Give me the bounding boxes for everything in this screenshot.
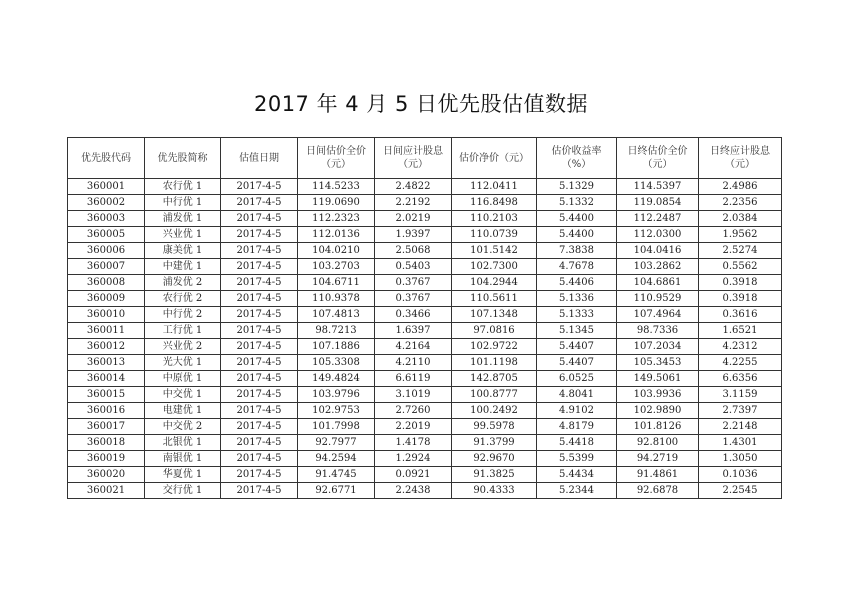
cell-valuation-date: 2017-4-5 xyxy=(221,307,298,323)
cell-intraday-accrued-dividend: 1.4178 xyxy=(375,435,452,451)
cell-net-price: 142.8705 xyxy=(452,371,537,387)
cell-code: 360015 xyxy=(68,387,145,403)
cell-yield: 5.5399 xyxy=(537,451,617,467)
cell-net-price: 100.8777 xyxy=(452,387,537,403)
table-body xyxy=(68,179,782,499)
cell-intraday-full-price: 114.5233 xyxy=(298,179,375,195)
cell-code: 360014 xyxy=(68,371,145,387)
cell-short-name: 中交优 2 xyxy=(145,419,221,435)
cell-intraday-full-price: 105.3308 xyxy=(298,355,375,371)
cell-intraday-accrued-dividend: 3.1019 xyxy=(375,387,452,403)
cell-intraday-accrued-dividend: 0.3767 xyxy=(375,291,452,307)
cell-valuation-date: 2017-4-5 xyxy=(221,243,298,259)
cell-code: 360006 xyxy=(68,243,145,259)
header-valuation-date xyxy=(221,138,298,179)
cell-intraday-full-price: 107.1886 xyxy=(298,339,375,355)
cell-valuation-date: 2017-4-5 xyxy=(221,323,298,339)
cell-intraday-full-price: 119.0690 xyxy=(298,195,375,211)
table-row xyxy=(68,179,782,195)
cell-eod-full-price: 92.6878 xyxy=(617,483,699,499)
cell-intraday-full-price: 112.0136 xyxy=(298,227,375,243)
cell-short-name: 工行优 1 xyxy=(145,323,221,339)
cell-intraday-full-price: 92.6771 xyxy=(298,483,375,499)
cell-intraday-accrued-dividend: 2.2019 xyxy=(375,419,452,435)
cell-yield: 5.1336 xyxy=(537,291,617,307)
cell-short-name: 农行优 2 xyxy=(145,291,221,307)
header-unit: （元） xyxy=(642,159,673,170)
cell-short-name: 中原优 1 xyxy=(145,371,221,387)
cell-intraday-accrued-dividend: 4.2164 xyxy=(375,339,452,355)
cell-net-price: 100.2492 xyxy=(452,403,537,419)
cell-intraday-accrued-dividend: 1.9397 xyxy=(375,227,452,243)
cell-yield: 7.3838 xyxy=(537,243,617,259)
header-label: 估价收益率 xyxy=(551,146,602,157)
cell-eod-full-price: 103.9936 xyxy=(617,387,699,403)
cell-eod-accrued-dividend: 1.6521 xyxy=(699,323,782,339)
cell-intraday-full-price: 107.4813 xyxy=(298,307,375,323)
cell-net-price: 112.0411 xyxy=(452,179,537,195)
cell-eod-accrued-dividend: 2.5274 xyxy=(699,243,782,259)
header-label: 优先股代码 xyxy=(81,152,131,164)
cell-net-price: 107.1348 xyxy=(452,307,537,323)
header-label: 估值日期 xyxy=(239,152,279,164)
table-row xyxy=(68,467,782,483)
table-row xyxy=(68,195,782,211)
cell-code: 360002 xyxy=(68,195,145,211)
cell-intraday-accrued-dividend: 4.2110 xyxy=(375,355,452,371)
cell-intraday-full-price: 110.9378 xyxy=(298,291,375,307)
cell-net-price: 90.4333 xyxy=(452,483,537,499)
table-row xyxy=(68,291,782,307)
cell-net-price: 110.2103 xyxy=(452,211,537,227)
cell-yield: 5.2344 xyxy=(537,483,617,499)
cell-yield: 6.0525 xyxy=(537,371,617,387)
cell-code: 360007 xyxy=(68,259,145,275)
cell-valuation-date: 2017-4-5 xyxy=(221,211,298,227)
cell-valuation-date: 2017-4-5 xyxy=(221,419,298,435)
header-eod-accrued-dividend xyxy=(699,138,782,179)
header-intraday-accrued-dividend xyxy=(375,138,452,179)
cell-valuation-date: 2017-4-5 xyxy=(221,387,298,403)
header-label: 日间应计股息 xyxy=(383,146,443,157)
table-row xyxy=(68,259,782,275)
cell-eod-full-price: 104.6861 xyxy=(617,275,699,291)
cell-yield: 4.8179 xyxy=(537,419,617,435)
cell-short-name: 华夏优 1 xyxy=(145,467,221,483)
cell-valuation-date: 2017-4-5 xyxy=(221,291,298,307)
cell-net-price: 99.5978 xyxy=(452,419,537,435)
cell-short-name: 浦发优 2 xyxy=(145,275,221,291)
cell-intraday-accrued-dividend: 2.5068 xyxy=(375,243,452,259)
cell-eod-full-price: 112.2487 xyxy=(617,211,699,227)
header-label: 优先股简称 xyxy=(157,152,208,164)
header-label: 日间估价全价 xyxy=(306,146,366,157)
cell-code: 360017 xyxy=(68,419,145,435)
cell-valuation-date: 2017-4-5 xyxy=(221,403,298,419)
cell-intraday-accrued-dividend: 0.3466 xyxy=(375,307,452,323)
cell-short-name: 交行优 1 xyxy=(145,483,221,499)
cell-yield: 5.1333 xyxy=(537,307,617,323)
header-row xyxy=(68,138,782,179)
cell-intraday-full-price: 104.0210 xyxy=(298,243,375,259)
table-row xyxy=(68,483,782,499)
cell-intraday-accrued-dividend: 2.4822 xyxy=(375,179,452,195)
cell-eod-full-price: 101.8126 xyxy=(617,419,699,435)
cell-code: 360019 xyxy=(68,451,145,467)
cell-yield: 5.4434 xyxy=(537,467,617,483)
cell-intraday-accrued-dividend: 2.7260 xyxy=(375,403,452,419)
cell-yield: 4.7678 xyxy=(537,259,617,275)
cell-eod-accrued-dividend: 0.5562 xyxy=(699,259,782,275)
cell-code: 360021 xyxy=(68,483,145,499)
cell-eod-accrued-dividend: 2.2545 xyxy=(699,483,782,499)
table-row xyxy=(68,451,782,467)
header-label: 日终应计股息 xyxy=(710,146,770,157)
cell-net-price: 104.2944 xyxy=(452,275,537,291)
cell-eod-full-price: 149.5061 xyxy=(617,371,699,387)
cell-net-price: 101.5142 xyxy=(452,243,537,259)
cell-code: 360011 xyxy=(68,323,145,339)
cell-net-price: 102.9722 xyxy=(452,339,537,355)
cell-intraday-full-price: 98.7213 xyxy=(298,323,375,339)
cell-code: 360005 xyxy=(68,227,145,243)
cell-net-price: 97.0816 xyxy=(452,323,537,339)
header-short-name xyxy=(145,138,221,179)
cell-valuation-date: 2017-4-5 xyxy=(221,371,298,387)
cell-eod-full-price: 119.0854 xyxy=(617,195,699,211)
cell-eod-accrued-dividend: 1.4301 xyxy=(699,435,782,451)
cell-yield: 4.9102 xyxy=(537,403,617,419)
cell-intraday-full-price: 103.9796 xyxy=(298,387,375,403)
cell-short-name: 北银优 1 xyxy=(145,435,221,451)
cell-valuation-date: 2017-4-5 xyxy=(221,275,298,291)
cell-eod-accrued-dividend: 2.0384 xyxy=(699,211,782,227)
cell-net-price: 110.5611 xyxy=(452,291,537,307)
cell-intraday-full-price: 112.2323 xyxy=(298,211,375,227)
cell-yield: 5.1329 xyxy=(537,179,617,195)
header-code xyxy=(68,138,145,179)
cell-code: 360016 xyxy=(68,403,145,419)
header-unit: （元） xyxy=(398,159,428,170)
cell-short-name: 中行优 1 xyxy=(145,195,221,211)
cell-valuation-date: 2017-4-5 xyxy=(221,451,298,467)
cell-eod-full-price: 105.3453 xyxy=(617,355,699,371)
cell-intraday-full-price: 91.4745 xyxy=(298,467,375,483)
cell-valuation-date: 2017-4-5 xyxy=(221,259,298,275)
cell-yield: 4.8041 xyxy=(537,387,617,403)
cell-eod-full-price: 103.2862 xyxy=(617,259,699,275)
cell-short-name: 中行优 2 xyxy=(145,307,221,323)
cell-yield: 5.4407 xyxy=(537,355,617,371)
table-row xyxy=(68,419,782,435)
cell-valuation-date: 2017-4-5 xyxy=(221,339,298,355)
cell-net-price: 110.0739 xyxy=(452,227,537,243)
cell-eod-full-price: 107.2034 xyxy=(617,339,699,355)
cell-code: 360012 xyxy=(68,339,145,355)
cell-code: 360020 xyxy=(68,467,145,483)
cell-intraday-accrued-dividend: 6.6119 xyxy=(375,371,452,387)
cell-yield: 5.4407 xyxy=(537,339,617,355)
header-yield xyxy=(537,138,617,179)
cell-intraday-full-price: 103.2703 xyxy=(298,259,375,275)
cell-eod-full-price: 104.0416 xyxy=(617,243,699,259)
table-row xyxy=(68,435,782,451)
cell-net-price: 102.7300 xyxy=(452,259,537,275)
cell-short-name: 南银优 1 xyxy=(145,451,221,467)
cell-eod-accrued-dividend: 2.7397 xyxy=(699,403,782,419)
cell-net-price: 91.3799 xyxy=(452,435,537,451)
cell-intraday-accrued-dividend: 0.0921 xyxy=(375,467,452,483)
header-net-price xyxy=(452,138,537,179)
cell-intraday-accrued-dividend: 1.2924 xyxy=(375,451,452,467)
table-row xyxy=(68,403,782,419)
table-row xyxy=(68,275,782,291)
cell-eod-accrued-dividend: 2.2356 xyxy=(699,195,782,211)
cell-intraday-accrued-dividend: 1.6397 xyxy=(375,323,452,339)
cell-code: 360001 xyxy=(68,179,145,195)
cell-eod-full-price: 112.0300 xyxy=(617,227,699,243)
cell-eod-accrued-dividend: 2.4986 xyxy=(699,179,782,195)
cell-eod-accrued-dividend: 0.3918 xyxy=(699,275,782,291)
cell-valuation-date: 2017-4-5 xyxy=(221,435,298,451)
cell-valuation-date: 2017-4-5 xyxy=(221,227,298,243)
cell-eod-accrued-dividend: 2.2148 xyxy=(699,419,782,435)
cell-short-name: 电建优 1 xyxy=(145,403,221,419)
table-row xyxy=(68,371,782,387)
cell-code: 360018 xyxy=(68,435,145,451)
cell-eod-full-price: 102.9890 xyxy=(617,403,699,419)
cell-short-name: 兴业优 2 xyxy=(145,339,221,355)
cell-net-price: 101.1198 xyxy=(452,355,537,371)
cell-eod-accrued-dividend: 0.1036 xyxy=(699,467,782,483)
cell-code: 360010 xyxy=(68,307,145,323)
table-row xyxy=(68,211,782,227)
cell-code: 360003 xyxy=(68,211,145,227)
header-intraday-full-price xyxy=(298,138,375,179)
cell-yield: 5.4418 xyxy=(537,435,617,451)
cell-eod-full-price: 92.8100 xyxy=(617,435,699,451)
cell-yield: 5.1332 xyxy=(537,195,617,211)
table-row xyxy=(68,307,782,323)
cell-short-name: 光大优 1 xyxy=(145,355,221,371)
cell-eod-full-price: 107.4964 xyxy=(617,307,699,323)
cell-yield: 5.4400 xyxy=(537,227,617,243)
table-row xyxy=(68,339,782,355)
cell-code: 360013 xyxy=(68,355,145,371)
cell-short-name: 中交优 1 xyxy=(145,387,221,403)
cell-intraday-accrued-dividend: 0.5403 xyxy=(375,259,452,275)
cell-eod-accrued-dividend: 0.3616 xyxy=(699,307,782,323)
cell-eod-full-price: 98.7336 xyxy=(617,323,699,339)
valuation-table xyxy=(67,137,782,499)
header-label: 估价净价（元） xyxy=(459,152,529,164)
header-unit: （元） xyxy=(321,159,351,170)
header-unit: （%） xyxy=(561,159,592,170)
table-row xyxy=(68,227,782,243)
table-row xyxy=(68,387,782,403)
cell-eod-full-price: 91.4861 xyxy=(617,467,699,483)
cell-net-price: 92.9670 xyxy=(452,451,537,467)
cell-eod-accrued-dividend: 1.9562 xyxy=(699,227,782,243)
cell-eod-accrued-dividend: 1.3050 xyxy=(699,451,782,467)
cell-short-name: 农行优 1 xyxy=(145,179,221,195)
cell-yield: 5.1345 xyxy=(537,323,617,339)
cell-intraday-full-price: 104.6711 xyxy=(298,275,375,291)
cell-eod-full-price: 94.2719 xyxy=(617,451,699,467)
header-label: 日终估价全价 xyxy=(627,146,688,157)
cell-intraday-full-price: 149.4824 xyxy=(298,371,375,387)
cell-eod-accrued-dividend: 6.6356 xyxy=(699,371,782,387)
cell-yield: 5.4406 xyxy=(537,275,617,291)
cell-eod-full-price: 110.9529 xyxy=(617,291,699,307)
cell-valuation-date: 2017-4-5 xyxy=(221,195,298,211)
cell-eod-accrued-dividend: 4.2255 xyxy=(699,355,782,371)
cell-code: 360009 xyxy=(68,291,145,307)
cell-short-name: 兴业优 1 xyxy=(145,227,221,243)
header-eod-full-price xyxy=(617,138,699,179)
cell-short-name: 康美优 1 xyxy=(145,243,221,259)
cell-intraday-accrued-dividend: 2.2438 xyxy=(375,483,452,499)
cell-eod-accrued-dividend: 0.3918 xyxy=(699,291,782,307)
cell-short-name: 中建优 1 xyxy=(145,259,221,275)
page-title: 2017 年 4 月 5 日优先股估值数据 xyxy=(253,92,589,116)
header-unit: （元） xyxy=(725,159,755,170)
table-row xyxy=(68,243,782,259)
cell-intraday-accrued-dividend: 0.3767 xyxy=(375,275,452,291)
cell-eod-accrued-dividend: 4.2312 xyxy=(699,339,782,355)
cell-intraday-accrued-dividend: 2.0219 xyxy=(375,211,452,227)
cell-valuation-date: 2017-4-5 xyxy=(221,467,298,483)
cell-intraday-full-price: 101.7998 xyxy=(298,419,375,435)
cell-code: 360008 xyxy=(68,275,145,291)
cell-eod-full-price: 114.5397 xyxy=(617,179,699,195)
table-row xyxy=(68,355,782,371)
cell-eod-accrued-dividend: 3.1159 xyxy=(699,387,782,403)
cell-valuation-date: 2017-4-5 xyxy=(221,483,298,499)
cell-yield: 5.4400 xyxy=(537,211,617,227)
cell-valuation-date: 2017-4-5 xyxy=(221,179,298,195)
cell-intraday-full-price: 102.9753 xyxy=(298,403,375,419)
cell-valuation-date: 2017-4-5 xyxy=(221,355,298,371)
cell-intraday-accrued-dividend: 2.2192 xyxy=(375,195,452,211)
cell-net-price: 91.3825 xyxy=(452,467,537,483)
cell-short-name: 浦发优 1 xyxy=(145,211,221,227)
table-row xyxy=(68,323,782,339)
cell-net-price: 116.8498 xyxy=(452,195,537,211)
cell-intraday-full-price: 94.2594 xyxy=(298,451,375,467)
cell-intraday-full-price: 92.7977 xyxy=(298,435,375,451)
